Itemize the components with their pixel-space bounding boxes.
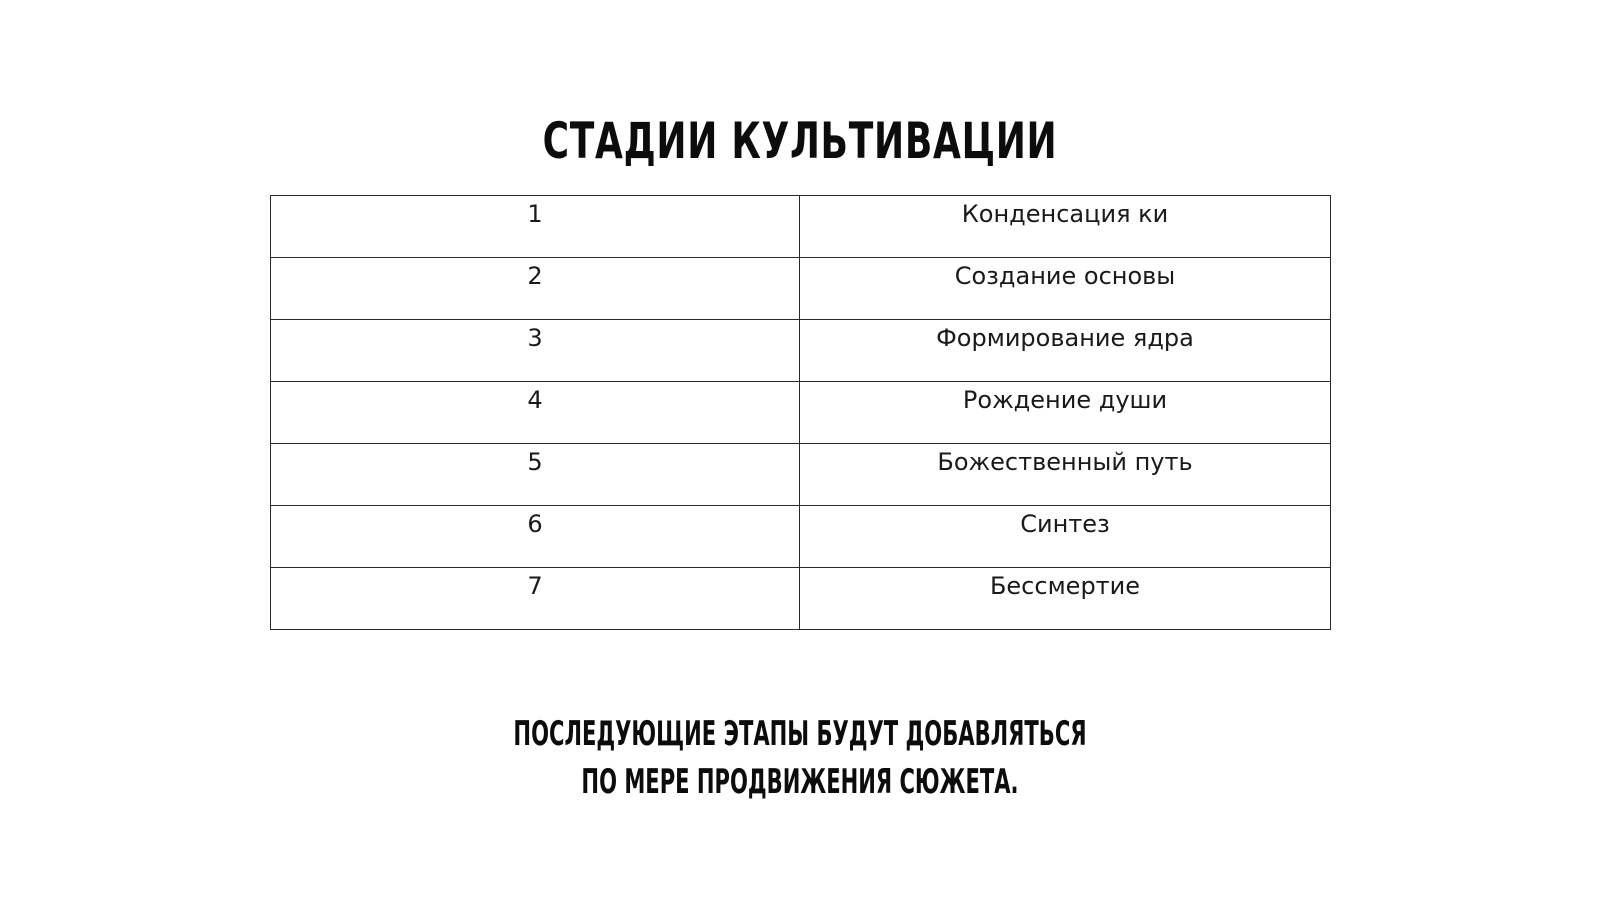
table-row [271,444,1331,506]
table-row [271,258,1331,320]
stage-number: 7 [527,572,543,600]
stage-number-cell [271,196,800,258]
stage-name-cell [800,506,1331,568]
stage-name: Создание основы [954,262,1176,290]
stage-number: 6 [527,510,543,538]
stage-name: Бессмертие [989,572,1141,600]
stage-number-cell [271,444,800,506]
footer-note [304,710,1296,806]
stage-number-cell [271,382,800,444]
table-row [271,506,1331,568]
stage-name-cell [800,320,1331,382]
stage-number: 2 [527,262,543,290]
cultivation-stages-table [270,195,1331,630]
stage-number: 4 [527,386,543,414]
stage-name: Божественный путь [937,448,1193,476]
stage-name: Рождение души [962,386,1168,414]
footer-note-line-2: ПО МЕРЕ ПРОДВИЖЕНИЯ СЮЖЕТА. [581,762,1019,802]
stage-number-cell [271,320,800,382]
stage-name: Формирование ядра [936,324,1194,352]
stage-number-cell [271,568,800,630]
stage-name-cell [800,444,1331,506]
stage-name-cell [800,382,1331,444]
stage-number: 1 [527,200,543,228]
table-row [271,320,1331,382]
stage-number-cell [271,506,800,568]
page-title: СТАДИИ КУЛЬТИВАЦИИ [542,111,1058,170]
footer-note-line-1: ПОСЛЕДУЮЩИЕ ЭТАПЫ БУДУТ ДОБАВЛЯТЬСЯ [513,714,1087,754]
stage-name-cell [800,568,1331,630]
stage-name: Конденсация ки [961,200,1169,228]
table-row [271,568,1331,630]
stage-number: 3 [527,324,543,352]
stage-name-cell [800,258,1331,320]
stage-number-cell [271,258,800,320]
stage-name-cell [800,196,1331,258]
table-row [271,196,1331,258]
stage-name: Синтез [1020,510,1110,538]
table-row [271,382,1331,444]
stage-number: 5 [527,448,543,476]
